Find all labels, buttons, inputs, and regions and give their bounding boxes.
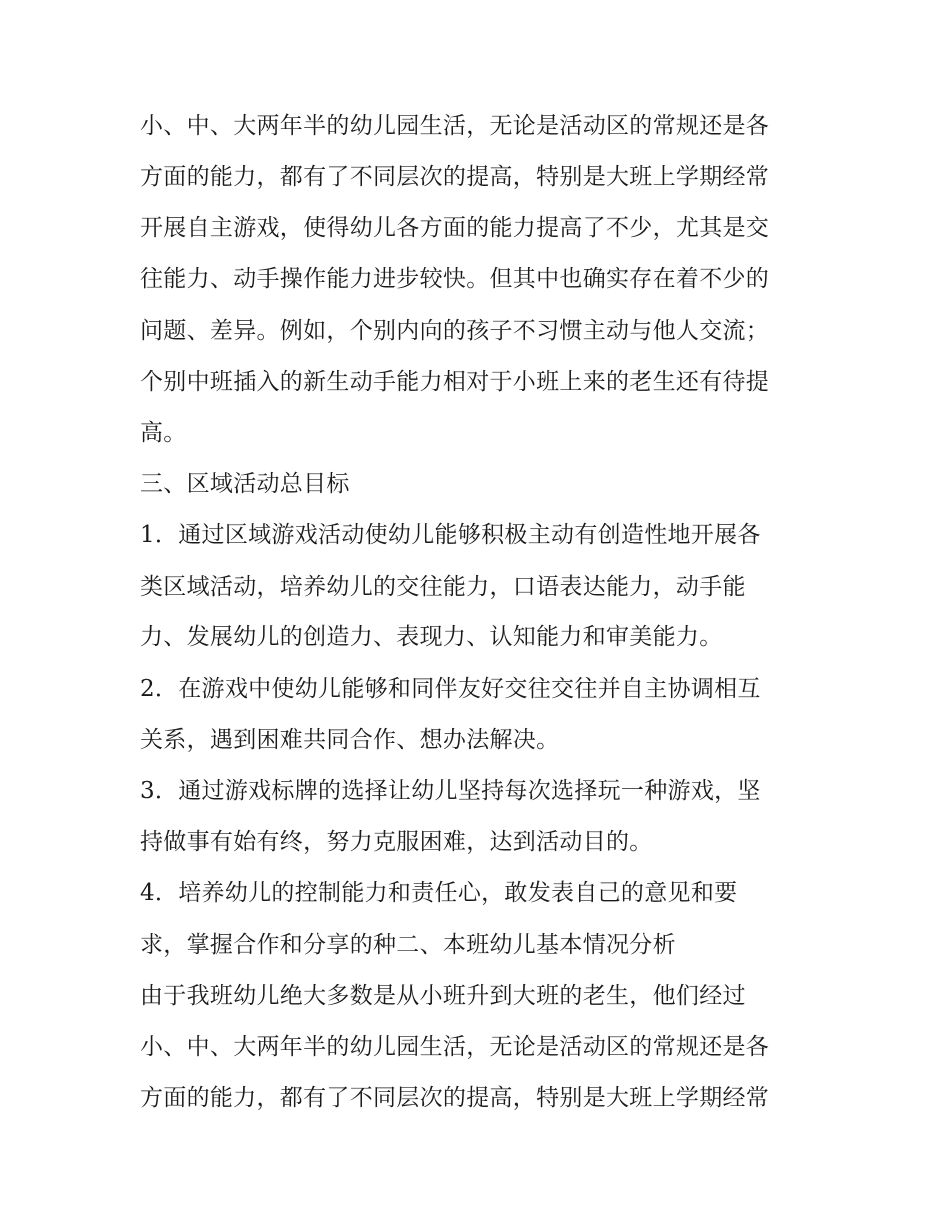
text-line: 求，掌握合作和分享的种二、本班幼儿基本情况分析 xyxy=(140,932,676,958)
text-line: 高。 xyxy=(140,420,187,446)
text-line: 力、发展幼儿的创造力、表现力、认知能力和审美能力。 xyxy=(140,624,723,650)
text-line: 持做事有始有终，努力克服困难，达到活动目的。 xyxy=(140,829,653,855)
text-line: 小、中、大两年半的幼儿园生活，无论是活动区的常规还是各 xyxy=(140,1034,770,1060)
section-heading: 三、区域活动总目标 xyxy=(140,471,350,497)
text-line: 类区域活动，培养幼儿的交往能力，口语表达能力，动手能 xyxy=(140,574,746,600)
text-line: 4．培养幼儿的控制能力和责任心，敢发表自己的意见和要 xyxy=(140,880,738,906)
text-line: 1．通过区域游戏活动使幼儿能够积极主动有创造性地开展各 xyxy=(140,522,761,548)
text-line: 开展自主游戏，使得幼儿各方面的能力提高了不少，尤其是交 xyxy=(140,215,770,241)
text-line: 小、中、大两年半的幼儿园生活，无论是活动区的常规还是各 xyxy=(140,113,770,139)
text-line: 3．通过游戏标牌的选择让幼儿坚持每次选择玩一种游戏，坚 xyxy=(140,778,761,804)
text-line: 2．在游戏中使幼儿能够和同伴友好交往交往并自主协调相互 xyxy=(140,676,761,702)
text-line: 方面的能力，都有了不同层次的提高，特别是大班上学期经常 xyxy=(140,164,770,190)
text-line: 往能力、动手操作能力进步较快。但其中也确实存在着不少的 xyxy=(140,266,770,292)
text-line: 方面的能力，都有了不同层次的提高，特别是大班上学期经常 xyxy=(140,1085,770,1111)
text-line: 问题、差异。例如，个别内向的孩子不习惯主动与他人交流； xyxy=(140,318,770,344)
text-line: 个别中班插入的新生动手能力相对于小班上来的老生还有待提 xyxy=(140,369,770,395)
text-line: 由于我班幼儿绝大多数是从小班升到大班的老生，他们经过 xyxy=(140,983,746,1009)
text-line: 关系，遇到困难共同合作、想办法解决。 xyxy=(140,727,560,753)
